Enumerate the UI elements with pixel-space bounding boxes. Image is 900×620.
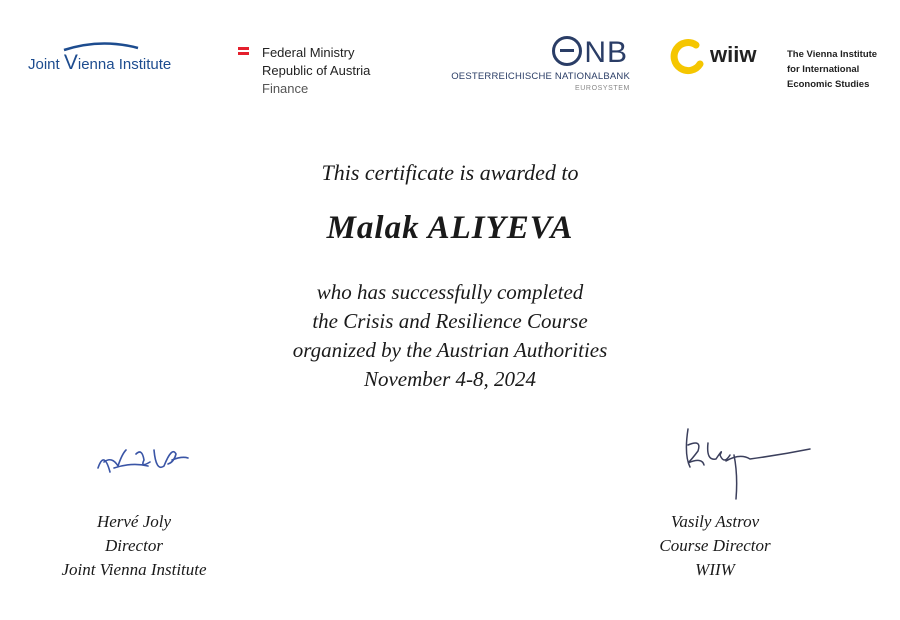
jvi-logo [26,40,196,80]
onb-letters: NB [584,36,628,69]
onb-name: OESTERREICHISCHE NATIONALBANK [451,71,630,82]
certificate-body [0,278,900,394]
right-signature-icon [680,425,820,505]
left-signature-icon [92,432,202,487]
ministry-line-2: Republic of Austria [262,63,371,78]
left-signatory-title: Director [105,536,163,555]
ministry-logo [238,44,408,100]
left-signatory-name: Hervé Joly [96,512,172,531]
body-line-2: the Crisis and Resilience Course [312,309,588,333]
vi-line-2: for International [787,64,860,75]
body-line-1: who has successfully completed [316,280,584,304]
onb-subtitle: EUROSYSTEM [574,85,630,92]
jvi-logo-text: Joint Vienna Institute [28,51,172,74]
right-signatory [620,510,810,582]
onb-logo [440,36,632,98]
austria-flag-icon [238,47,249,57]
recipient-name: Malak ALIYEVA [326,210,574,246]
body-line-3: organized by the Austrian Authorities [292,338,608,362]
ministry-line-3: Finance [262,81,309,96]
body-line-4: November 4-8, 2024 [363,367,537,391]
vi-line-3: Economic Studies [787,79,870,90]
ministry-line-1: Federal Ministry [262,45,355,60]
left-signatory-org: Joint Vienna Institute [61,560,207,579]
vi-line-1: The Vienna Institute [787,49,878,60]
euro-o-icon [552,36,582,66]
logo-bar [0,0,900,110]
right-signatory-org: WIIW [695,560,735,579]
wiiw-text: wiiw [710,42,757,67]
right-signatory-name: Vasily Astrov [670,512,760,531]
left-signatory [20,510,248,582]
awarded-line: This certificate is awarded to [321,160,579,185]
wiiw-ring-icon [668,38,708,78]
right-signatory-title: Course Director [659,536,771,555]
vienna-institute-text [787,47,897,92]
wiiw-logo [668,38,768,78]
